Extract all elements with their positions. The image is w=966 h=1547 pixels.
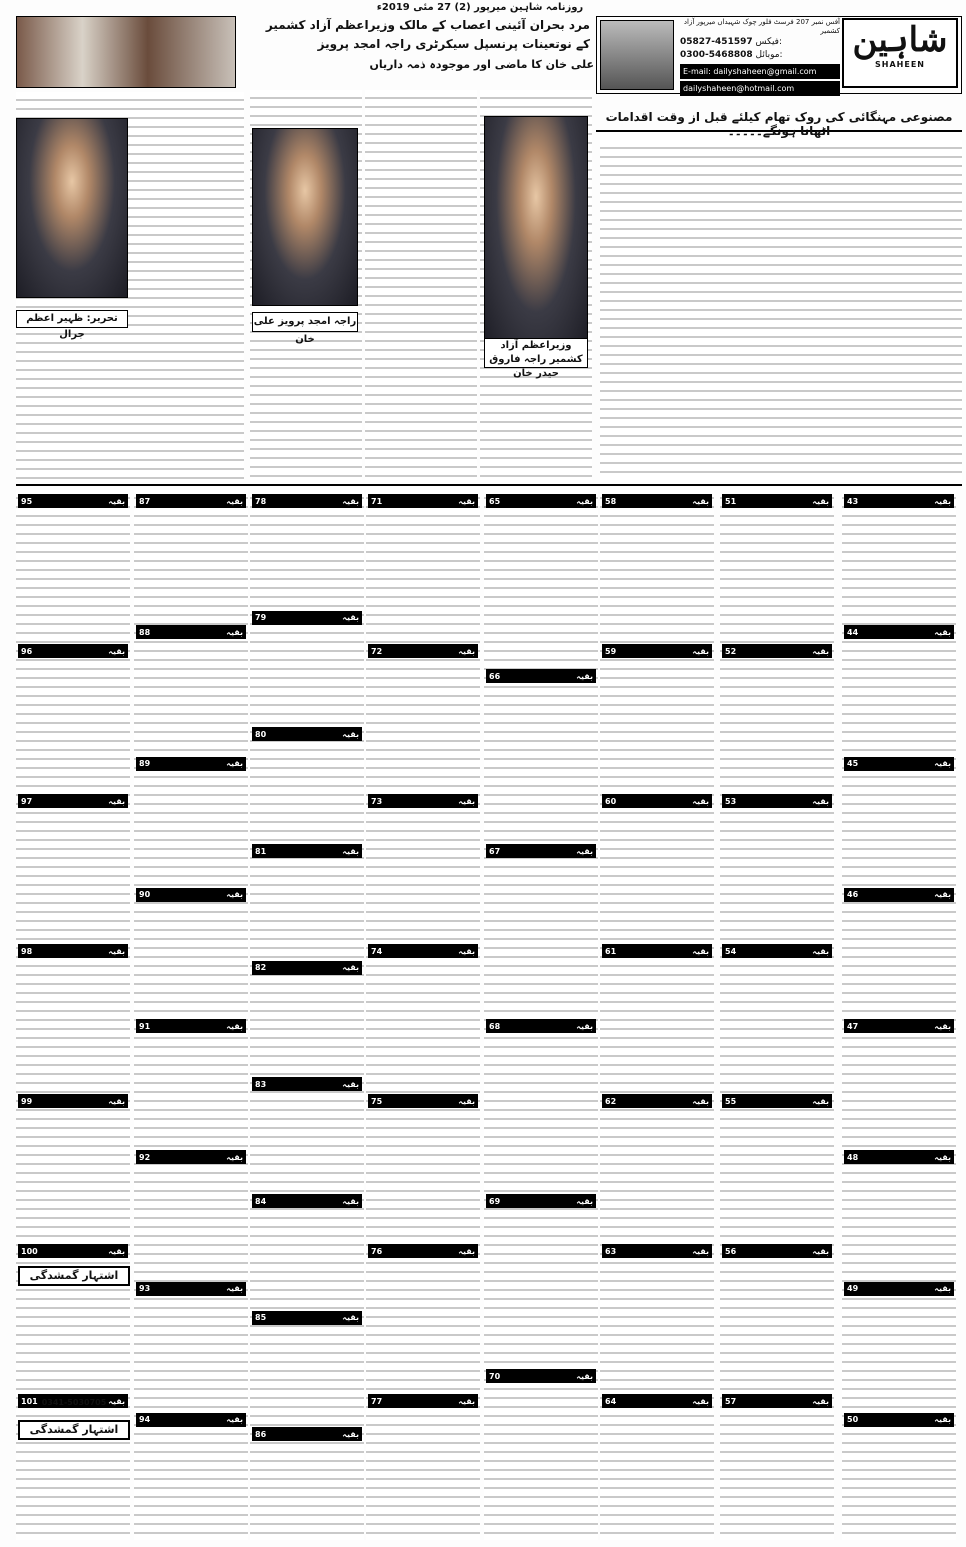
continued-marker	[252, 1427, 362, 1441]
photo-pm	[484, 116, 588, 346]
continued-number: 55	[725, 1096, 737, 1106]
continued-marker	[136, 625, 246, 639]
continued-marker	[136, 1413, 246, 1427]
continued-marker	[18, 794, 128, 808]
continued-number: 71	[371, 496, 383, 506]
continued-label: بقیہ	[458, 1246, 475, 1256]
continued-marker	[368, 944, 478, 958]
photo-writer	[16, 118, 128, 298]
continued-number: 57	[725, 1396, 737, 1406]
continued-label: بقیہ	[226, 1415, 243, 1425]
continued-label: بقیہ	[342, 1079, 359, 1089]
continued-number: 59	[605, 646, 617, 656]
continued-label: بقیہ	[342, 1313, 359, 1323]
continued-number: 93	[139, 1284, 151, 1293]
continued-number: 100	[21, 1246, 38, 1256]
continued-label: بقیہ	[812, 496, 829, 506]
continued-label: بقیہ	[692, 496, 709, 506]
continued-number: 74	[371, 946, 383, 956]
continued-marker	[252, 727, 362, 741]
continued-marker	[252, 844, 362, 858]
continued-label: بقیہ	[692, 646, 709, 656]
email-1: dailyshaheen@gmail.com	[713, 67, 817, 76]
continued-marker	[602, 944, 712, 958]
continued-number: 52	[725, 646, 737, 656]
continued-marker	[844, 1019, 954, 1033]
continued-label: بقیہ	[692, 1246, 709, 1256]
mobile-label: موبائل:	[755, 50, 783, 60]
fax-row	[680, 36, 840, 49]
continued-label: بقیہ	[812, 946, 829, 956]
continued-number: 88	[139, 627, 151, 637]
continued-label: بقیہ	[934, 1152, 951, 1162]
continued-marker	[602, 1094, 712, 1108]
continued-label: بقیہ	[692, 1396, 709, 1406]
continued-number: 45	[847, 759, 859, 768]
continued-marker	[252, 1311, 362, 1325]
caption-writer: تحریر: ظہیر اعظم جرال	[16, 310, 128, 328]
continued-marker	[486, 1369, 596, 1383]
ad2-title: اشتہار گمشدگی	[18, 1420, 130, 1440]
lead-subheadline: علی خان کا ماضی اور موجودہ ذمہ داریاں	[369, 58, 594, 71]
continued-label: بقیہ	[458, 646, 475, 656]
continued-marker	[722, 1094, 832, 1108]
email-row-1	[680, 64, 840, 79]
masthead-building-image	[600, 20, 674, 90]
continued-marker	[602, 1244, 712, 1258]
continued-label: بقیہ	[934, 1284, 951, 1293]
continued-number: 65	[489, 496, 501, 506]
continued-number: 90	[139, 890, 151, 900]
continued-number: 69	[489, 1196, 501, 1206]
continued-marker	[368, 1244, 478, 1258]
continued-number: 92	[139, 1152, 151, 1162]
continued-label: بقیہ	[458, 1096, 475, 1106]
continued-label: بقیہ	[458, 796, 475, 806]
caption-raja: راجہ امجد پرویز علی خان	[252, 312, 358, 332]
editorial-body	[600, 140, 962, 480]
continued-label: بقیہ	[692, 946, 709, 956]
continued-label: بقیہ	[576, 671, 593, 681]
shaheen-logo	[842, 18, 958, 88]
feature-col-2	[365, 90, 477, 480]
continued-label: بقیہ	[576, 846, 593, 856]
continued-number: 86	[255, 1429, 267, 1439]
continued-number: 84	[255, 1196, 267, 1206]
continued-marker	[136, 494, 246, 508]
continued-label: بقیہ	[458, 496, 475, 506]
continued-marker	[252, 1077, 362, 1091]
continued-marker	[844, 494, 954, 508]
continued-number: 76	[371, 1246, 383, 1256]
continued-number: 54	[725, 946, 737, 956]
continued-label: بقیہ	[108, 646, 125, 656]
continued-label: بقیہ	[692, 796, 709, 806]
section-rule	[16, 484, 962, 486]
continued-marker	[486, 494, 596, 508]
continued-label: بقیہ	[458, 1396, 475, 1406]
continued-label: بقیہ	[226, 1284, 243, 1293]
lead-headline: مرد بحران آئینی اعصاب کے مالک وزیراعظم آزاد کشمیر کے نوتعینات پرنسپل سیکرٹری راجہ امجد پرویز	[265, 18, 590, 51]
continued-number: 49	[847, 1284, 859, 1293]
continued-marker	[722, 944, 832, 958]
continued-marker	[722, 494, 832, 508]
continued-number: 50	[847, 1415, 859, 1425]
continued-marker	[368, 1094, 478, 1108]
continued-column-text	[842, 490, 956, 1540]
continued-number: 43	[847, 496, 859, 506]
continued-label: بقیہ	[226, 1152, 243, 1162]
continued-number: 70	[489, 1371, 501, 1381]
mobile-value: 0300-5468808	[680, 50, 753, 60]
continued-label: بقیہ	[576, 1196, 593, 1206]
continued-column-text	[134, 490, 248, 1540]
continued-label: بقیہ	[934, 1415, 951, 1425]
continued-marker	[722, 1394, 832, 1408]
continued-number: 46	[847, 890, 859, 900]
continued-label: بقیہ	[458, 946, 475, 956]
continued-marker	[722, 794, 832, 808]
continued-label: بقیہ	[342, 846, 359, 856]
dateline: روزنامہ شاہین میرپور (2) 27 مئی 2019ء	[376, 2, 584, 13]
continued-number: 72	[371, 646, 383, 656]
continued-label: بقیہ	[108, 946, 125, 956]
continued-marker	[18, 1244, 128, 1258]
continued-label: بقیہ	[812, 1096, 829, 1106]
continued-number: 66	[489, 671, 501, 681]
continued-label: بقیہ	[226, 1021, 243, 1031]
fax-label: فیکس:	[755, 37, 783, 47]
continued-number: 47	[847, 1021, 859, 1031]
continued-number: 98	[21, 946, 33, 956]
continued-number: 81	[255, 846, 267, 856]
continued-number: 99	[21, 1096, 33, 1106]
continued-label: بقیہ	[342, 1196, 359, 1206]
continued-label: بقیہ	[812, 796, 829, 806]
continued-label: بقیہ	[226, 759, 243, 768]
continued-marker	[136, 1019, 246, 1033]
continued-label: بقیہ	[108, 796, 125, 806]
continued-number: 51	[725, 496, 737, 506]
continued-marker	[486, 1019, 596, 1033]
continued-marker	[486, 1194, 596, 1208]
logo-urdu: شاہین	[852, 20, 948, 60]
continued-marker	[602, 494, 712, 508]
continued-number: 60	[605, 796, 617, 806]
continued-marker	[136, 1150, 246, 1164]
continued-marker	[368, 644, 478, 658]
continued-marker	[18, 944, 128, 958]
ad1-title: اشتہار گمشدگی	[18, 1266, 130, 1286]
continued-label: بقیہ	[576, 1021, 593, 1031]
continued-label: بقیہ	[934, 496, 951, 506]
continued-label: بقیہ	[226, 496, 243, 506]
continued-marker	[602, 644, 712, 658]
fax-value: 05827-451597	[680, 37, 753, 47]
continued-number: 68	[489, 1021, 501, 1031]
continued-label: بقیہ	[108, 496, 125, 506]
continued-label: بقیہ	[342, 496, 359, 506]
continued-number: 91	[139, 1021, 151, 1031]
continued-marker	[844, 625, 954, 639]
continued-number: 61	[605, 946, 617, 956]
continued-label: بقیہ	[934, 1021, 951, 1031]
continued-number: 80	[255, 729, 267, 739]
editorial-title: مصنوعی مہنگائی کی روک تھام کیلئے قبل از وقت اقدامات اٹھانا ہونگے۔۔۔۔۔	[596, 110, 962, 132]
continued-label: بقیہ	[108, 1396, 125, 1406]
continued-marker	[252, 494, 362, 508]
continued-marker	[844, 888, 954, 902]
continued-label: بقیہ	[226, 627, 243, 637]
continued-label: بقیہ	[934, 627, 951, 637]
continued-marker	[252, 961, 362, 975]
continued-label: بقیہ	[226, 890, 243, 900]
continued-number: 63	[605, 1246, 617, 1256]
continued-label: بقیہ	[934, 759, 951, 768]
continued-label: بقیہ	[812, 1246, 829, 1256]
continued-marker	[136, 757, 246, 771]
continued-marker	[844, 757, 954, 771]
continued-number: 94	[139, 1415, 151, 1425]
continued-number: 95	[21, 496, 33, 506]
continued-label: بقیہ	[692, 1096, 709, 1106]
continued-label: بقیہ	[934, 890, 951, 900]
continued-marker	[18, 644, 128, 658]
continued-number: 64	[605, 1396, 617, 1406]
continued-number: 56	[725, 1246, 737, 1256]
email-label: E-mail:	[683, 67, 711, 76]
continued-number: 73	[371, 796, 383, 806]
continued-marker	[486, 669, 596, 683]
continued-column-text	[250, 490, 364, 1540]
continued-label: بقیہ	[108, 1246, 125, 1256]
continued-number: 89	[139, 759, 151, 768]
continued-marker	[368, 1394, 478, 1408]
continued-number: 83	[255, 1079, 267, 1089]
continued-marker	[844, 1413, 954, 1427]
continued-number: 79	[255, 613, 267, 623]
continued-label: بقیہ	[812, 646, 829, 656]
office-address: آفس نمبر 207 فرسٹ فلور چوک شہیداں میرپور آزاد کشمیر	[683, 18, 840, 35]
continued-number: 101	[21, 1396, 38, 1406]
top-news-photo	[16, 16, 236, 88]
continued-marker	[602, 1394, 712, 1408]
continued-marker	[368, 794, 478, 808]
continued-number: 67	[489, 846, 501, 856]
continued-number: 75	[371, 1096, 383, 1106]
continued-number: 97	[21, 796, 33, 806]
masthead-contacts	[680, 18, 840, 92]
continued-marker	[844, 1150, 954, 1164]
photo-raja	[252, 128, 358, 306]
continued-marker	[136, 888, 246, 902]
continued-label: بقیہ	[342, 613, 359, 623]
continued-number: 58	[605, 496, 617, 506]
continued-label: بقیہ	[342, 963, 359, 973]
mobile-row	[680, 49, 840, 62]
email-2: dailyshaheen@hotmail.com	[680, 81, 840, 96]
continued-label: بقیہ	[576, 496, 593, 506]
continued-marker	[844, 1282, 954, 1296]
ad1-phone: 0341-5030705	[41, 1398, 107, 1407]
continued-number: 82	[255, 963, 267, 973]
continued-number: 62	[605, 1096, 617, 1106]
continued-number: 85	[255, 1313, 267, 1323]
continued-number: 77	[371, 1396, 383, 1406]
logo-latin: SHAHEEN	[875, 60, 925, 69]
continued-marker	[252, 611, 362, 625]
continued-marker	[486, 844, 596, 858]
continued-marker	[136, 1282, 246, 1296]
continued-number: 78	[255, 496, 267, 506]
continued-number: 87	[139, 496, 151, 506]
continued-label: بقیہ	[342, 729, 359, 739]
continued-marker	[722, 644, 832, 658]
continued-marker	[722, 1244, 832, 1258]
continued-label: بقیہ	[108, 1096, 125, 1106]
continued-label: بقیہ	[342, 1429, 359, 1439]
continued-marker	[18, 494, 128, 508]
continued-marker	[252, 1194, 362, 1208]
continued-number: 53	[725, 796, 737, 806]
continued-marker	[368, 494, 478, 508]
continued-number: 96	[21, 646, 33, 656]
continued-label: بقیہ	[812, 1396, 829, 1406]
continued-number: 44	[847, 627, 859, 637]
continued-marker	[602, 794, 712, 808]
continued-label: بقیہ	[576, 1371, 593, 1381]
continued-number: 48	[847, 1152, 859, 1162]
continued-marker	[18, 1094, 128, 1108]
caption-pm: وزیراعظم آزاد کشمیر راجہ فاروق حیدر خان	[484, 338, 588, 368]
